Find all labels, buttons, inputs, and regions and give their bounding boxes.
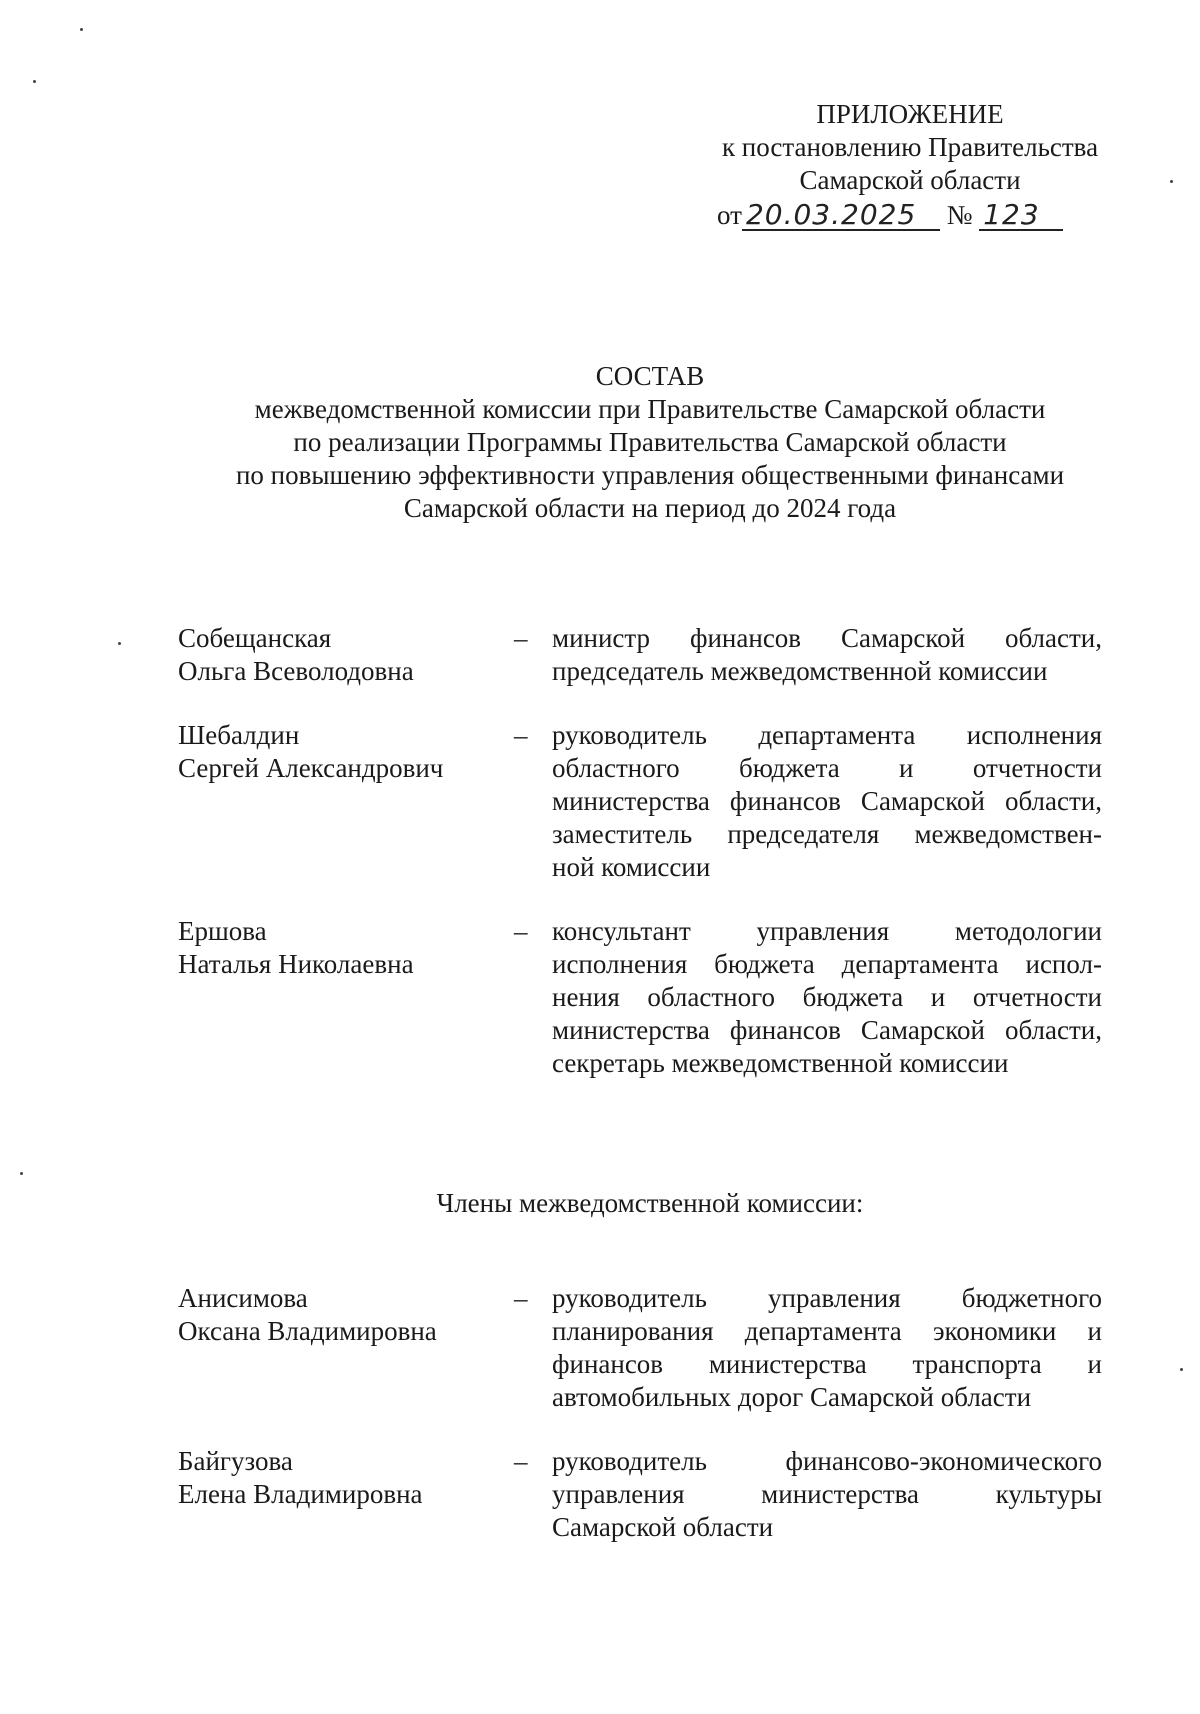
number-prefix: № [946,200,973,230]
role-line: областного бюджета и отчетности [552,753,1102,783]
dash: – [514,1283,528,1313]
title-line-1: межведомственной комиссии при Правительстве Самарской области [254,394,1046,424]
person-role [552,915,1102,1080]
surname: Шебалдин [178,720,300,750]
role-line: консультант управления методологии [552,916,1102,946]
given-name: Наталья Николаевна [178,949,414,979]
role-line: Самарской области [552,1512,774,1542]
members-list [178,1282,1108,1575]
dash: – [514,1446,528,1476]
dash: – [514,623,528,653]
role-line: планирования департамента экономики и [552,1316,1102,1346]
title-heading: СОСТАВ [595,361,705,391]
surname: Анисимова [178,1283,308,1313]
surname: Собещанская [178,623,332,653]
title-line-2: по реализации Программы Правительства Самарской области [293,427,1007,457]
appendix-line-2: Самарской области [799,165,1021,195]
person-role [552,719,1102,884]
leadership-list [178,622,1108,1111]
handwritten-date: 20.03.2025 [742,201,940,231]
title-line-3: по повышению эффективности управления общественными финансами [235,460,1065,490]
person-row [178,622,1108,688]
role-line: руководитель управления бюджетного [552,1283,1102,1313]
given-name: Сергей Александрович [178,753,444,783]
person-row [178,1282,1108,1414]
person-row [178,915,1108,1080]
role-line: ной комиссии [552,852,711,882]
role-line: секретарь межведомственной комиссии [552,1048,1009,1078]
role-line: финансов министерства транспорта и [552,1349,1102,1379]
document-title [150,360,1150,525]
person-role [552,1445,1102,1544]
role-line: министерства финансов Самарской области, [552,786,1102,816]
scan-speck [1170,180,1173,183]
role-line: председатель межведомственной комиссии [552,656,1048,686]
person-name [178,915,514,981]
scan-speck [80,28,83,31]
role-line: управления министерства культуры [552,1479,1102,1509]
role-line: министерства финансов Самарской области, [552,1015,1102,1045]
person-name [178,1282,514,1348]
title-line-4: Самарской области на период до 2024 года [403,493,897,523]
role-line: министр финансов Самарской области, [552,623,1102,653]
date-prefix: от [717,200,742,230]
person-name [178,719,514,785]
person-name [178,622,514,688]
appendix-line-1: к постановлению Правительства [721,132,1099,162]
person-row [178,719,1108,884]
appendix-header [700,98,1120,232]
given-name: Ольга Всеволодовна [178,656,414,686]
person-role [552,1282,1102,1414]
role-line: заместитель председателя межведомствен- [552,819,1102,849]
person-role [552,622,1102,688]
dash: – [514,720,528,750]
dash: – [514,916,528,946]
role-line: руководитель финансово-экономического [552,1446,1102,1476]
members-heading: Члены межведомственной комиссии: [436,1188,864,1218]
given-name: Оксана Владимировна [178,1316,437,1346]
scan-speck [1180,1368,1183,1371]
person-name [178,1445,514,1511]
given-name: Елена Владимировна [178,1479,423,1509]
role-line: исполнения бюджета департамента испол- [552,949,1102,979]
scan-speck [20,1172,23,1175]
role-line: автомобильных дорог Самарской области [552,1382,1032,1412]
scan-speck [118,642,121,645]
appendix-label: ПРИЛОЖЕНИЕ [816,99,1004,129]
role-line: руководитель департамента исполнения [552,720,1102,750]
handwritten-number: 123 [979,201,1063,231]
role-line: нения областного бюджета и отчетности [552,982,1102,1012]
surname: Ершова [178,916,267,946]
scan-speck [33,80,36,83]
surname: Байгузова [178,1446,293,1476]
person-row [178,1445,1108,1544]
decree-line [700,199,1120,232]
